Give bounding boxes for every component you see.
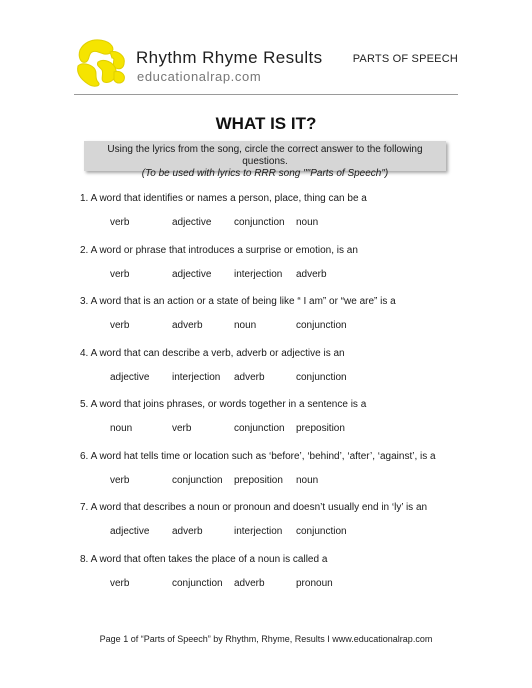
answer-option[interactable]: conjunction	[234, 423, 285, 434]
question-item	[80, 554, 460, 606]
answer-option[interactable]: interjection	[234, 268, 283, 280]
document-topic: PARTS OF SPEECH	[352, 53, 458, 65]
answer-options	[110, 526, 358, 537]
question-list	[80, 193, 460, 605]
answer-option[interactable]: conjunction	[234, 217, 285, 228]
page-title: WHAT IS IT?	[215, 114, 317, 133]
answer-options	[110, 269, 358, 280]
answer-options	[110, 320, 358, 331]
answer-option[interactable]: conjunction	[296, 526, 347, 537]
question-item	[80, 502, 460, 554]
answer-options	[110, 423, 358, 434]
answer-option[interactable]: adverb	[172, 526, 203, 537]
answer-option[interactable]: interjection	[172, 371, 221, 383]
answer-option[interactable]: adverb	[234, 371, 265, 383]
answer-option[interactable]: adverb	[234, 577, 265, 589]
answer-option[interactable]: verb	[110, 577, 130, 589]
question-item	[80, 399, 460, 451]
answer-option[interactable]: verb	[110, 320, 130, 331]
answer-option[interactable]: interjection	[234, 526, 283, 537]
answer-option[interactable]: noun	[296, 217, 319, 228]
answer-option[interactable]: verb	[110, 217, 130, 228]
question-text: 5. A word that joins phrases, or words together in a sentence is a	[80, 399, 367, 410]
answer-option[interactable]: verb	[110, 474, 130, 486]
answer-option[interactable]: noun	[234, 320, 257, 331]
brand-name: Rhythm Rhyme Results	[136, 48, 323, 67]
answer-option[interactable]: verb	[110, 268, 130, 280]
question-text: 3. A word that is an action or a state of being like “ I am” or “we are” is a	[80, 296, 396, 307]
question-item	[80, 245, 460, 297]
question-item	[80, 296, 460, 348]
instruction-box	[84, 141, 446, 179]
header-divider	[74, 94, 458, 95]
answer-option[interactable]: noun	[110, 423, 133, 434]
brand-url: educationalrap.com	[137, 69, 262, 84]
answer-option[interactable]: noun	[296, 474, 319, 486]
answer-option[interactable]: adverb	[172, 320, 203, 331]
question-item	[80, 348, 460, 400]
answer-option[interactable]: preposition	[296, 423, 345, 434]
answer-option[interactable]: conjunction	[296, 320, 347, 331]
answer-option[interactable]: adjective	[110, 526, 150, 537]
question-item	[80, 193, 460, 245]
page-footer: Page 1 of “Parts of Speech” by Rhythm, Rhyme, Results I www.educationalrap.com	[99, 634, 433, 644]
answer-option[interactable]: adjective	[172, 217, 212, 228]
answer-option[interactable]: pronoun	[296, 577, 333, 589]
answer-option[interactable]: adjective	[110, 371, 150, 383]
answer-option[interactable]: conjunction	[172, 577, 223, 589]
question-text: 8. A word that often takes the place of a noun is called a	[80, 553, 328, 565]
page-header	[74, 38, 458, 94]
rrr-logo-icon	[74, 38, 128, 88]
answer-option[interactable]: adjective	[172, 268, 212, 280]
answer-option[interactable]: verb	[172, 423, 192, 434]
answer-option[interactable]: preposition	[234, 474, 283, 486]
answer-option[interactable]: adverb	[296, 268, 327, 280]
question-text: 7. A word that describes a noun or pronoun and doesn’t usually end in ‘ly’ is an	[80, 502, 428, 513]
answer-options	[110, 217, 358, 228]
answer-option[interactable]: conjunction	[172, 474, 223, 486]
answer-option[interactable]: conjunction	[296, 371, 347, 383]
question-text: 1. A word that identifies or names a person, place, thing can be a	[80, 193, 367, 204]
question-text: 4. A word that can describe a verb, adverb or adjective is an	[80, 347, 345, 359]
question-text: 2. A word or phrase that introduces a surprise or emotion, is an	[80, 244, 358, 256]
answer-options	[110, 372, 358, 383]
instruction-line-1: Using the lyrics from the song, circle the correct answer to the following questions.	[107, 144, 423, 167]
question-item	[80, 451, 460, 503]
instruction-line-2: (To be used with lyrics to RRR song ""Parts of Speech")	[141, 168, 389, 179]
answer-options	[110, 475, 358, 486]
question-text: 6. A word hat tells time or location such as ‘before’, ‘behind’, ‘after’, ‘against’, is a	[80, 450, 436, 462]
answer-options	[110, 578, 358, 589]
